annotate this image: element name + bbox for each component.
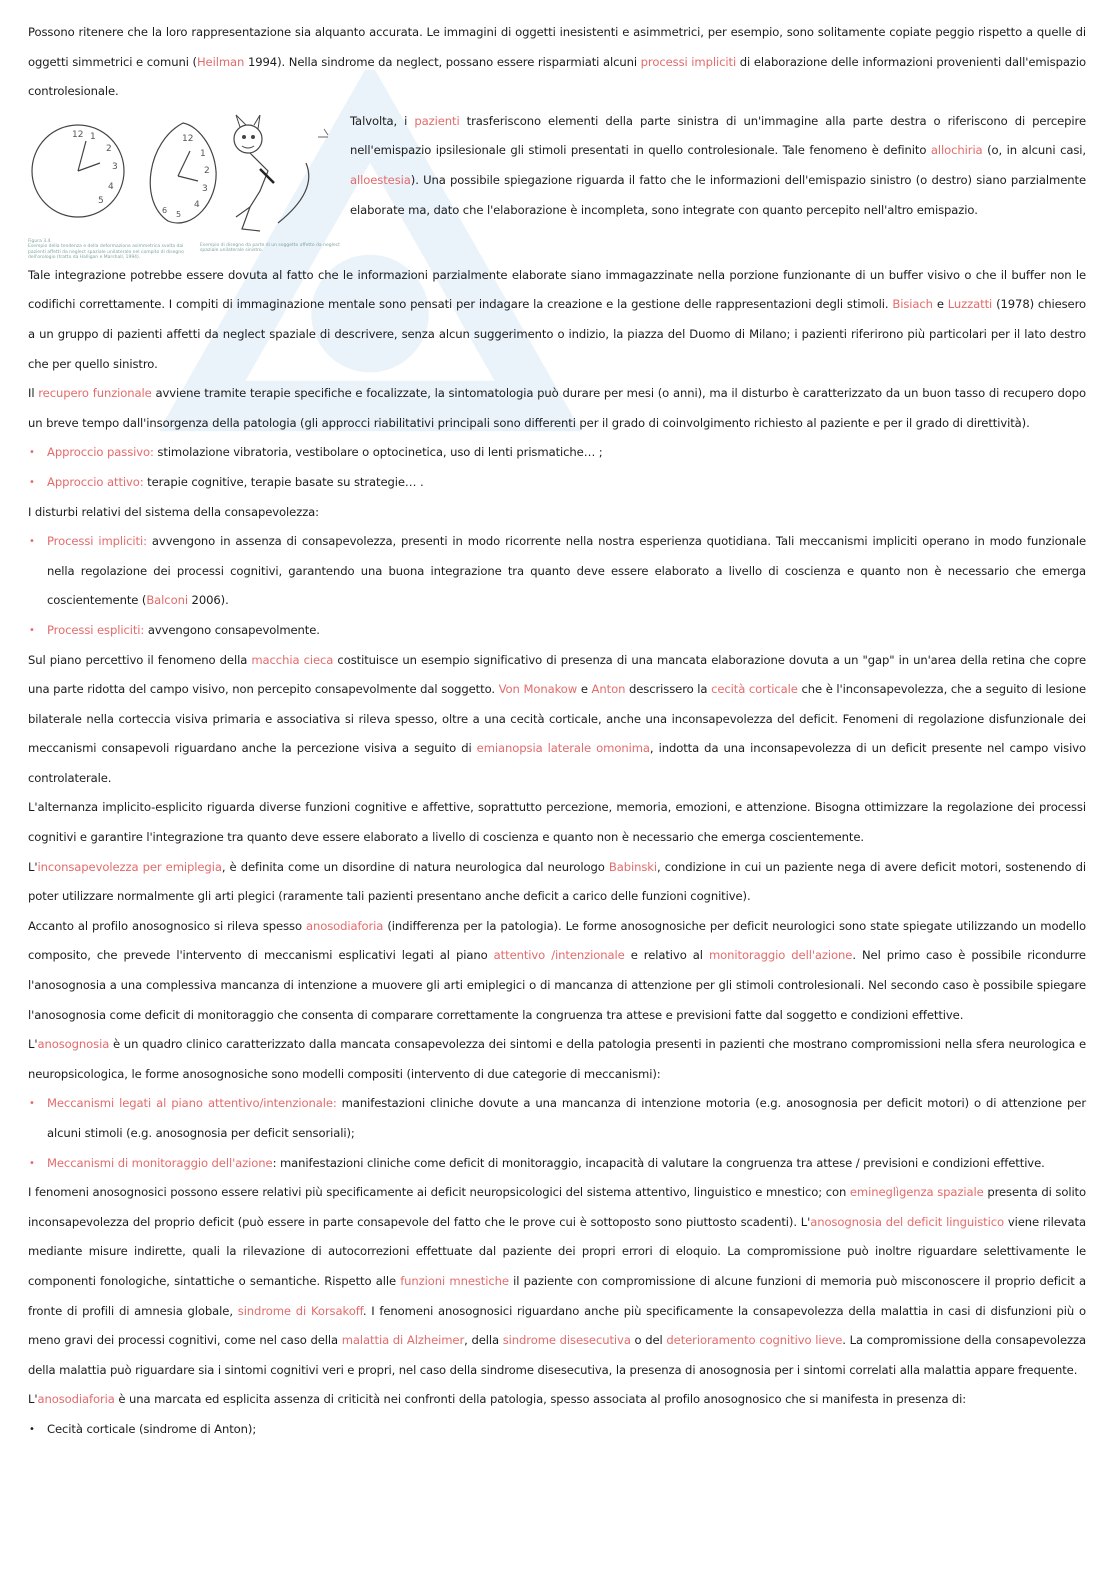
highlighted-term: allochiria [930,143,983,158]
paragraph [28,646,1086,794]
clock-number: 1 [90,131,96,142]
text-run: , indotta da una inconsapevolezza di un deficit presente nel campo visivo controlaterale. [28,741,1086,785]
text-run: descrissero la [625,682,712,697]
clock-number: 4 [194,199,200,210]
text-run: 1994). Nella sindrome da neglect, possano essere risparmiati alcuni [244,54,641,69]
paragraph [28,912,1086,1030]
text-run: stimolazione vibratoria, vestibolare o optocinetica, uso di lenti prismatiche… ; [153,445,603,460]
highlighted-term: emineglìgenza spaziale [849,1185,984,1200]
text-run: Cecità corticale (sindrome di Anton); [47,1421,257,1436]
highlighted-term: Anton [591,682,626,697]
text-run: . Nel primo caso è possibile ricondurre l'anosognosia a una complessiva mancanza di intenzione a muovere gli arti emiplegici o di mancanza di attenzione per gli stimoli controlesionali. Nel secondo caso è possibile spiegare l'anosognosia come deficit di monitoraggio che consenta di comparare correttamente la congruenza tra attese e previsioni fatte dal soggetto e condizioni effettive. [28,948,1086,1022]
highlighted-term: sindrome di Korsakoff [237,1303,363,1318]
paragraph [350,107,1086,225]
text-run: Talvolta, i [350,113,415,128]
text-run: è una marcata ed esplicita assenza di criticità nei confronti della patologia, spesso associata al profilo anosognosico che si manifesta in presenza di: [114,1392,967,1407]
text-run: Accanto al profilo anosognosico si rileva spesso [28,918,306,933]
text-run: è un quadro clinico caratterizzato dalla mancata consapevolezza dei sintomi e della patologia presenti in pazienti che mostrano compromissioni nella sfera neurologica e neuropsicologica, le forme anosognosiche sono modelli compositi (intervento di due categorie di meccanismi): [28,1037,1086,1081]
highlighted-term: malattia di Alzheimer [341,1333,465,1348]
highlighted-term: Balconi [146,593,188,608]
text-run: (indifferenza per la patologia). Le forme anosognosiche per deficit neurologici sono state spiegate utilizzando un modello composito, che prevede l'intervento di meccanismi esplicativi legati al piano [28,918,1086,963]
text-run: avvengono in assenza di consapevolezza, presenti in modo ricorrente nella nostra esperienza quotidiana. Tali meccanismi impliciti operano in modo funzionale nella regolazione dei processi cognitivi, garantendo una buona integrazione tra quanto deve essere elaborato a livello di coscienza e quanto non è necessario che emerga coscientemente ( [47,534,1086,608]
figure-label: Figura 3.4 [28,238,51,244]
highlighted-term: Meccanismi legati al piano attentivo/intenzionale: [47,1096,337,1111]
clock-number: 5 [98,195,104,206]
text-run: e relativo al [624,948,709,963]
list-item [28,1415,1086,1445]
text-run: trasferiscono elementi della parte sinistra di un'immagine alla parte destra o riferiscono di percepire nell'emispazio ipsilesionale gli stimoli presentati in quello controlesionale. Tale fenomeno è definito [350,113,1086,158]
text-run: e [932,297,948,312]
text-run: il paziente con compromissione di alcune funzioni di memoria può misconoscere il proprio deficit a fronte di profili di amnesia globale, [28,1273,1086,1318]
text-run: L' [28,859,38,874]
list-item [28,1149,1086,1179]
paragraph [28,1178,1086,1385]
figure-caption-left-text: Esempio della tendenza e della deformazione asimmetrica svolta dai pazienti affetti da neglect spaziale unilaterale nel compito di disegno dell'orologio (tratto da Halligan e Marshall, 1994). [28,244,184,261]
list-item [28,468,1086,498]
highlighted-term: anosognosia del deficit linguistico [810,1214,1004,1229]
figure-row [28,107,1086,261]
text-run: 2006). [187,593,229,608]
highlighted-term: inconsapevolezza per emiplegia [37,859,222,874]
text-run: L' [28,1392,38,1407]
list-item [28,1089,1086,1148]
highlighted-term: anosognosia [37,1037,110,1052]
highlighted-term: Approccio passivo: [47,445,154,460]
highlighted-term: anosodiaforia [305,918,384,933]
highlighted-term: Luzzatti [947,297,993,312]
highlighted-term: attentivo /intenzionale [493,948,625,963]
highlighted-term: recupero funzionale [38,386,152,401]
text-run: L'alternanza implicito-esplicito riguarda diverse funzioni cognitive e affettive, soprattutto percezione, memoria, emozioni, e attenzione. Bisogna ottimizzare la regolazione dei processi cognitivi e garantire l'integrazione tra quanto deve essere elaborato a livello di coscienza e quanto non è necessario che emerga coscientemente. [28,800,1086,845]
highlighted-term: cecità corticale [711,682,798,697]
clock-number: 3 [112,161,118,172]
document-page [28,18,1086,1445]
text-run: manifestazioni cliniche dovute a una mancanza di intenzione motoria (e.g. anosognosia per deficit motori) o di attenzione per alcuni stimoli (e.g. anosognosia per deficit sensoriali); [47,1096,1086,1140]
figure-clock-drawings [28,111,350,261]
highlighted-term: pazienti [414,113,460,128]
clock-number: 2 [204,165,210,176]
text-run: terapie cognitive, terapie basate su strategie… . [143,474,424,489]
text-run: e [577,682,592,697]
highlighted-term: monitoraggio dell'azione [708,948,853,963]
text-run: o del [630,1333,667,1348]
text-run: , della [464,1333,503,1348]
text-run: costituisce un esempio significativo di presenza di una mancata elaborazione dovuta a un "gap" in un'area della retina che copre una parte ridotta del campo visivo, non percepito consapevolmente dal soggetto. [28,652,1086,697]
clock-number: 2 [106,143,112,154]
text-run: viene rilevata mediante misure indirette, quali la rilevazione di autocorrezioni effettuate dal paziente dei propri errori di eloquio. La compromissione può inoltre riguardare selettivamente le componenti fonologiche, sintattiche o semantiche. Rispetto alle [28,1214,1087,1288]
highlighted-term: Bisiach [892,297,933,312]
list-item [28,616,1086,646]
list-item [28,438,1086,468]
text-run: di elaborazione delle informazioni provenienti dall'emispazio controlesionale. [28,54,1086,99]
text-run: , è definita come un disordine di natura neurologica dal neurologo [221,859,609,874]
text-run: L' [28,1037,38,1052]
figure-caption-left [28,239,188,261]
clock-number: 1 [200,148,206,159]
paragraph [28,261,1086,379]
text-run: Tale integrazione potrebbe essere dovuta al fatto che le informazioni parzialmente elaborate siano immagazzinate nella porzione funzionante di un buffer visivo o che il buffer non le codifichi correttamente. I compiti di immaginazione mentale sono pensati per indagare la creazione e la gestione delle rappresentazioni degli stimoli. [28,267,1086,312]
text-run: I disturbi relativi del sistema della consapevolezza: [28,504,319,519]
text-run: (1978) chiesero a un gruppo di pazienti affetti da neglect spaziale di descrivere, senza alcun suggerimento o indizio, la piazza del Duomo di Milano; i pazienti riferirono più particolari per il lato destro che per quello sinistro. [28,297,1086,371]
text-run: I fenomeni anosognosici possono essere relativi più specificamente ai deficit neuropsicologici del sistema attentivo, linguistico e mnestico; con [28,1185,850,1200]
text-run: : manifestazioni cliniche come deficit di monitoraggio, incapacità di valutare la congruenza tra attese / previsioni e condizioni effettive. [272,1155,1045,1170]
text-run: . I fenomeni anosognosici riguardano anche più specificamente la consapevolezza della malattia in casi di disfunzioni più o meno gravi dei processi cognitivi, come nel caso della [28,1303,1086,1348]
clock-number: 5 [176,209,182,219]
clock-number: 12 [182,133,194,144]
text-run: avviene tramite terapie specifiche e focalizzate, la sintomatologia può durare per mesi (o anni), ma il disturbo è caratterizzato da un buon tasso di recupero dopo un breve tempo dall'insorgenza della patologia (gli approcci riabilitativi principali sono differenti per il grado di coinvolgimento richiesto al paziente e per il grado di direttività). [28,386,1087,430]
highlighted-term: macchia cieca [251,652,334,667]
text-run: avvengono consapevolmente. [144,622,320,637]
clock-number: 12 [72,129,84,140]
clock-number: 6 [162,205,168,215]
paragraph [28,1385,1086,1415]
text-run: Possono ritenere che la loro rappresentazione sia alquanto accurata. Le immagini di oggetti inesistenti e asimmetrici, per esempio, sono solitamente copiate peggio rispetto a quelle di oggetti simmetrici e comuni ( [28,25,1086,69]
clock-number: 3 [202,183,208,194]
highlighted-term: processi impliciti [640,54,737,69]
highlighted-term: deterioramento cognitivo lieve [666,1333,843,1348]
paragraph [28,18,1086,107]
highlighted-term: Approccio attivo: [47,474,144,489]
clock-number: 4 [108,181,114,192]
highlighted-term: anosodiaforia [37,1392,115,1407]
text-run: , condizione in cui un paziente nega di avere deficit motori, sostenendo di poter utilizzare normalmente gli arti plegici (raramente tali pazienti presentano anche deficit a carico delle funzioni cognitive). [28,859,1086,904]
highlighted-term: Heilman [196,54,245,69]
highlighted-term: emianopsia laterale omonima [476,741,650,756]
paragraph [28,498,1086,528]
highlighted-term: Babinski [608,859,658,874]
highlighted-term: Processi impliciti: [47,534,147,549]
text-run: Sul piano percettivo il fenomeno della [28,652,252,667]
text-run: ). Una possibile spiegazione riguarda il fatto che le informazioni dell'emispazio sinistro (o destro) siano parzialmente elaborate ma, dato che l'elaborazione è incompleta, sono integrate con quanto percepito nell'altro emispazio. [350,172,1086,217]
text-run: Il [28,386,39,401]
highlighted-term: alloestesia [350,172,411,187]
figure-caption-right: Esempio di disegno da parte di un soggetto affetto da neglect spaziale unilaterale sinistro. [200,242,340,254]
paragraph [28,379,1086,438]
paragraph [28,1030,1086,1089]
paragraph [28,793,1086,852]
paragraph [28,853,1086,912]
list-item [28,527,1086,616]
highlighted-term: funzioni mnestiche [400,1273,509,1288]
highlighted-term: Meccanismi di monitoraggio dell'azione [47,1155,273,1170]
text-run: . La compromissione della consapevolezza della malattia può riguardare sia i sintomi cognitivi veri e propri, nel caso della sindrome disesecutiva, la presenza di anosognosia per i sintomi correlati alla malattia appare frequente. [28,1333,1087,1377]
highlighted-term: Processi espliciti: [47,622,145,637]
text-run: presenta di solito inconsapevolezza del proprio deficit (può essere in parte consapevole del fatto che le prove cui è sottoposto sono piuttosto scadenti). L' [28,1185,1086,1229]
text-run: che è l'inconsapevolezza, che a seguito di lesione bilaterale nella corteccia visiva primaria e associativa si rileva spesso, oltre a una cecità corticale, anche una inconsapevolezza del deficit. Fenomeni di regolazione disfunzionale dei meccanismi consapevoli riguardano anche la percezione visiva a seguito di [28,682,1086,756]
text-run: (o, in alcuni casi, [982,143,1086,158]
highlighted-term: Von Monakow [498,682,578,697]
highlighted-term: sindrome disesecutiva [502,1333,631,1348]
